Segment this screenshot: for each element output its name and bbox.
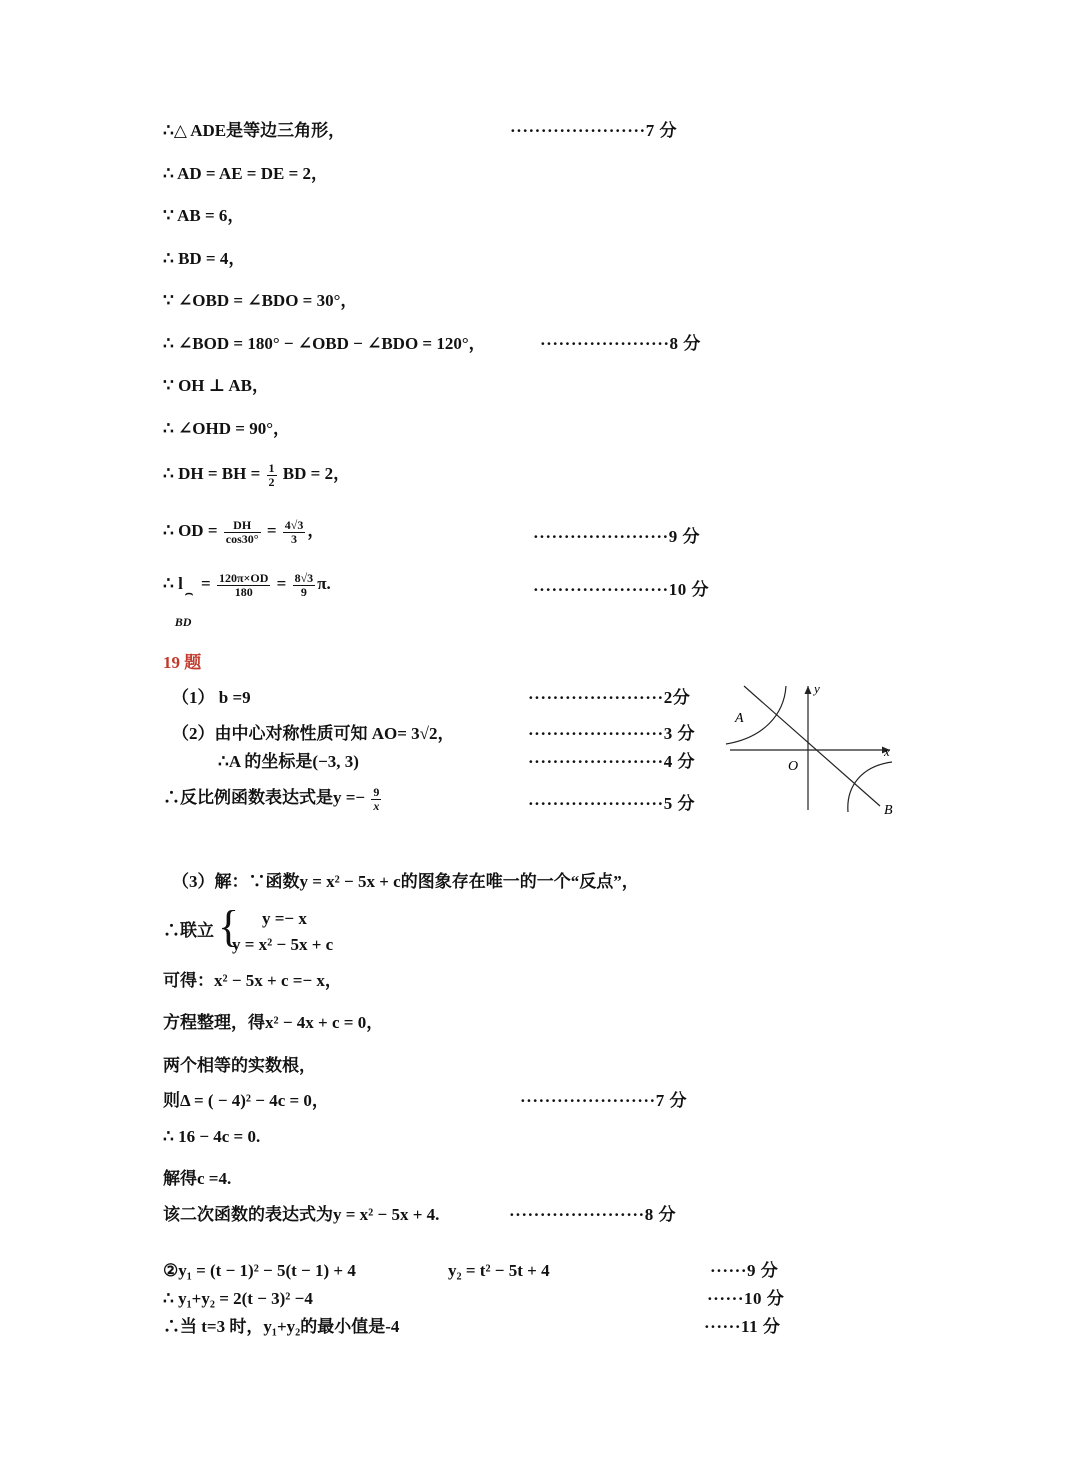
point-a-label: A: [735, 711, 744, 726]
score-2: ······················2分: [528, 688, 691, 707]
score-9: ······················9 分: [533, 527, 700, 546]
q19-step-minimum: ∴当 t=3 时，y₁+y₂的最小值是-4: [163, 1317, 400, 1336]
hyperbola-graph: [722, 680, 902, 820]
q19-part-1: （1） b =9: [172, 688, 251, 707]
score-9b: ······9 分: [710, 1261, 779, 1280]
fraction-half: [267, 462, 277, 488]
fraction-denominator: 3: [291, 531, 298, 546]
system-prefix: ∴联立: [163, 921, 214, 940]
arc-icon: ⌢: [184, 585, 194, 600]
x-axis-label: x: [884, 744, 890, 759]
q19-step-simplify: 方程整理，得x² − 4x + c = 0，: [163, 1013, 384, 1032]
q19-expression: [163, 786, 383, 812]
step-10-lhs: ∴ OD =: [163, 521, 218, 540]
step-11-end: π.: [317, 574, 331, 593]
step-9: [163, 462, 350, 488]
step-1: ∴△ ADE是等边三角形，: [163, 121, 346, 140]
q19-step-y2: y₂ = t² − 5t + 4: [448, 1261, 550, 1280]
q19-part-2: （2）由中心对称性质可知 AO= 3√2，: [172, 724, 455, 743]
fraction-numerator: 1: [268, 461, 275, 475]
fraction-9-over-x: [371, 786, 381, 812]
brace-icon: {: [218, 902, 240, 951]
q19-part-3: （3）解：∵函数y = x² − 5x + c的图象存在唯一的一个“反点”，: [172, 872, 639, 891]
score-8: ·····················8 分: [540, 334, 701, 353]
fraction-denominator: cos30°: [225, 531, 259, 546]
q19-step-solve: ∴ 16 − 4c = 0.: [163, 1127, 261, 1146]
fraction-od-value: [283, 519, 306, 545]
q19-step-substitute: 可得：x² − 5x + c =− x，: [163, 971, 342, 990]
system-eq-2: y = x² − 5x + c: [232, 935, 334, 954]
step-3: ∵ AB = 6，: [163, 206, 245, 225]
equation-system: [232, 906, 333, 958]
equals-sign: =: [201, 574, 211, 593]
step-4: ∴ BD = 4，: [163, 249, 246, 268]
fraction-arc-length: [217, 572, 270, 598]
system-eq-1: y =− x: [262, 909, 307, 928]
fraction-denominator: x: [373, 798, 380, 813]
step-11-lhs: ∴ l: [163, 574, 183, 593]
step-11: [163, 571, 331, 629]
step-6: ∴ ∠BOD = 180° − ∠OBD − ∠BDO = 120°，: [163, 334, 486, 353]
q19-step-y1: ②y₁ = (t − 1)² − 5(t − 1) + 4: [163, 1261, 356, 1280]
score-4: ······················4 分: [528, 752, 695, 771]
q19-step-discriminant: 则Δ = ( − 4)² − 4c = 0，: [163, 1091, 329, 1110]
score-10: ······················10 分: [533, 580, 709, 599]
score-8b: ······················8 分: [509, 1205, 676, 1224]
fraction-numerator: DH: [224, 519, 261, 533]
y-axis-label: y: [814, 681, 820, 696]
fraction-denominator: 180: [234, 584, 253, 599]
step-5: ∵ ∠OBD = ∠BDO = 30°，: [163, 291, 358, 310]
score-5: ······················5 分: [528, 794, 695, 813]
fraction-dh-cos: [224, 519, 261, 545]
q19-step-sum: ∴ y₁+y₂ = 2(t − 3)² −4: [163, 1289, 313, 1308]
equals-sign: =: [266, 521, 277, 540]
fraction-denominator: 2: [268, 474, 275, 489]
score-11: ······11 分: [704, 1317, 781, 1336]
step-7: ∵ OH ⊥ AB，: [163, 376, 270, 395]
fraction-numerator: 120π×OD: [218, 571, 269, 585]
fraction-numerator: 9: [373, 785, 380, 799]
y-axis-arrow-icon: [805, 686, 812, 694]
q19-coordinate: ∴A 的坐标是(−3, 3): [218, 752, 359, 771]
fraction-result: [293, 572, 316, 598]
step-9-lhs: ∴ DH = BH =: [163, 464, 261, 483]
q19-step-equal-roots: 两个相等的实数根，: [163, 1056, 316, 1075]
step-10-end: ，: [307, 521, 325, 540]
line-y-neg-x: [744, 686, 880, 806]
q19-step-expression: 该二次函数的表达式为y = x² − 5x + 4.: [163, 1205, 440, 1224]
fraction-numerator: 4√3: [284, 518, 304, 532]
step-10: [163, 519, 324, 545]
score-7: ······················7 分: [510, 121, 677, 140]
fraction-denominator: 9: [300, 584, 307, 599]
step-8: ∴ ∠OHD = 90°，: [163, 419, 291, 438]
q19-step-c: 解得c =4.: [163, 1169, 232, 1188]
expression-lhs: ∴反比例函数表达式是y =−: [163, 788, 366, 807]
score-3: ······················3 分: [528, 724, 695, 743]
score-10b: ······10 分: [707, 1289, 785, 1308]
score-7b: ······················7 分: [520, 1091, 687, 1110]
point-b-label: B: [884, 803, 893, 818]
equals-sign: =: [276, 574, 287, 593]
arc-subscript: BD: [174, 615, 192, 629]
origin-label: O: [788, 759, 799, 774]
fraction-numerator: 8√3: [294, 571, 314, 585]
step-9-rhs: BD = 2，: [282, 464, 351, 483]
question-19-title: 19 题: [163, 653, 202, 672]
step-2: ∴ AD = AE = DE = 2，: [163, 164, 329, 183]
